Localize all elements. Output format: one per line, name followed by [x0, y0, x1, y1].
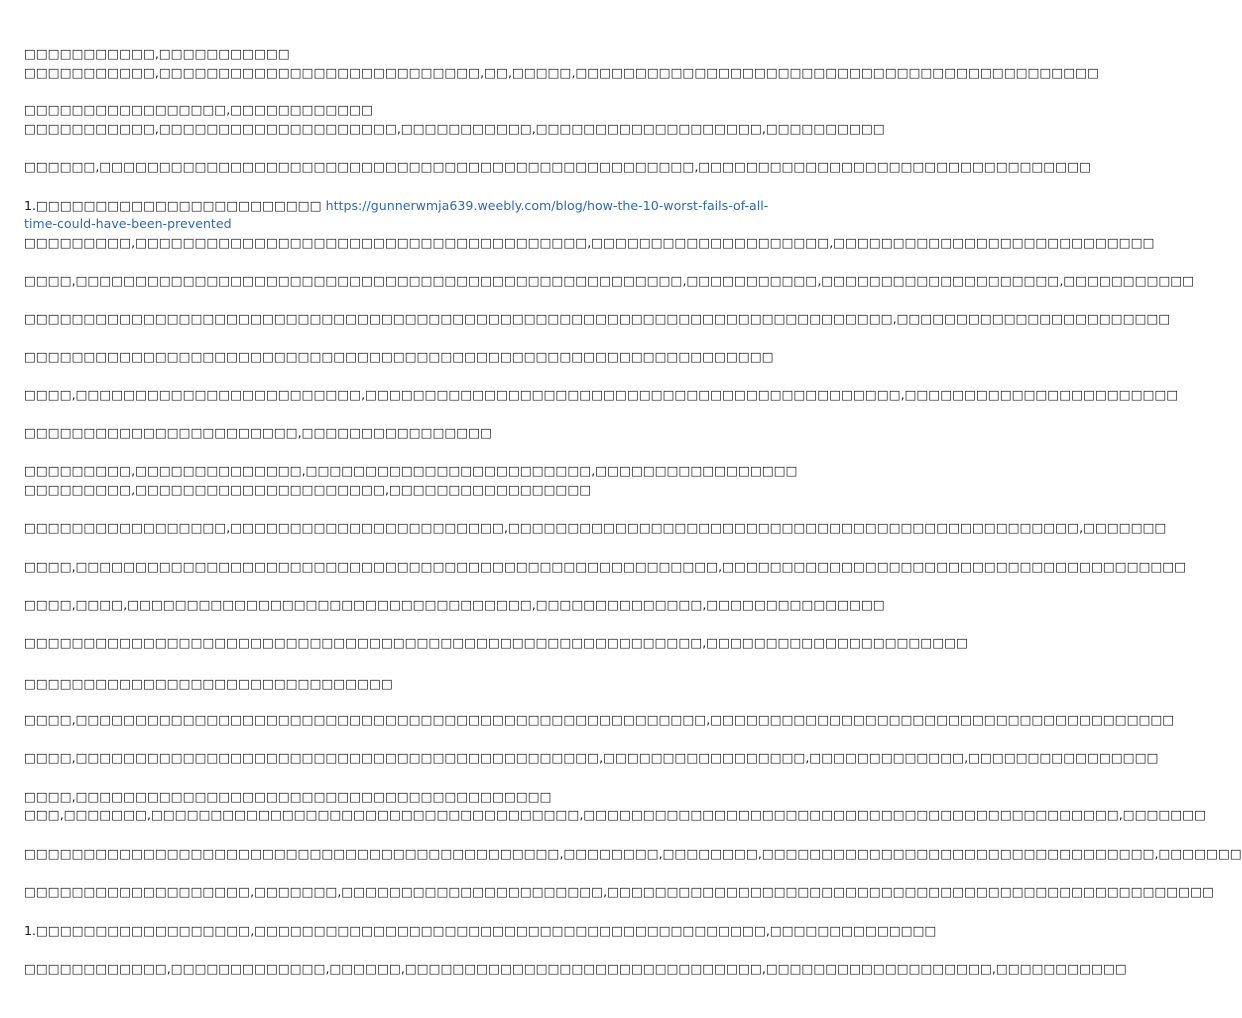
- text-line: □□□,□□□□□□□,□□□□□□□□□□□□□□□□□□□□□□□□□□□□□□□□□□□□,□□□□□□□□□□□□□□□□□□□□□□□□□□□□□□□□□□□□□□□□□□□□□,□□□□□□□: [24, 807, 1207, 822]
- text-line: □□□□,□□□□□□□□□□□□□□□□□□□□□□□□□□□□□□□□□□□□□□□□□□□□□□□□□□□□□□,□□□□□□□□□□□□□□□□□□□□□□□□□□□□□□□□□□□□□□□: [24, 559, 1187, 574]
- text-line: □□□□□□□□□,□□□□□□□□□□□□□□□□□□□□□,□□□□□□□□□□□□□□□□□: [24, 482, 592, 497]
- text-line: □□□□□□□□□□□□□□□□□□□□□□□□□□□□□□□□□□□□□□□□□□□□□□□□□□□□□□□□□,□□□□□□□□□□□□□□□□□□□□□□: [24, 635, 969, 650]
- text-line: □□□□□□□□□□□□□□□□□□□□□□□□□□□□□□□: [24, 676, 393, 691]
- text-line: □□□□□□□□□□□□,□□□□□□□□□□□□□,□□□□□□,□□□□□□□□□□□□□□□□□□□□□□□□□□□□□□,□□□□□□□□□□□□□□□□□□□,□□□□□□□□□□□: [24, 961, 1127, 976]
- text-line: □□□□,□□□□□□□□□□□□□□□□□□□□□□□□□□□□□□□□□□□□□□□□□□□□□□□□□□□□□,□□□□□□□□□□□□□□□□□□□□□□□□□□□□□□□□□□□□□□□: [24, 712, 1175, 727]
- text-line: □□□□,□□□□□□□□□□□□□□□□□□□□□□□□□□□□□□□□□□□□□□□□□□□□,□□□□□□□□□□□□□□□□□,□□□□□□□□□□□□□,□□□□□□□□□□□□□□□□: [24, 750, 1159, 765]
- text-line: □□□□□□□□□,□□□□□□□□□□□□□□□□□□□□□□□□□□□□□□□□□□□□□□,□□□□□□□□□□□□□□□□□□□□,□□□□□□□□□□□□□□□□□□□□□□□□□□□: [24, 235, 1155, 250]
- text-line: □□□□□□□□□□□□□□□□□□□□□□□□□□□□□□□□□□□□□□□□□□□□□□□□□□□□□□□□□□□□□□□□□□□□□□□□□,□□□□□□□□□□□□□□□□□□□□□□□: [24, 311, 1171, 326]
- external-link[interactable]: https://gunnerwmja639.weebly.com/blog/how-the-10-worst-fails-of-all-: [325, 198, 769, 213]
- text-line: □□□□,□□□□,□□□□□□□□□□□□□□□□□□□□□□□□□□□□□□□□□□,□□□□□□□□□□□□□□,□□□□□□□□□□□□□□□: [24, 597, 885, 612]
- external-link-continuation[interactable]: time-could-have-been-prevented: [24, 216, 232, 231]
- text-line: □□□□□□□□□□□,□□□□□□□□□□□: [24, 46, 290, 61]
- text-line: □□□□,□□□□□□□□□□□□□□□□□□□□□□□□□□□□□□□□□□□□□□□□□□□□□□□□□□□,□□□□□□□□□□□,□□□□□□□□□□□□□□□□□□□□,□□□□□□□□□□□: [24, 273, 1195, 288]
- text-line: □□□□□□□□□□□□□□□□□□□□□□□□□□□□□□□□□□□□□□□□□□□□□□□□□□□□□□□□□□□□□□□: [24, 349, 774, 364]
- text-line: □□□□□□□□□□□□□□□□□,□□□□□□□□□□□□□□□□□□□□□□□,□□□□□□□□□□□□□□□□□□□□□□□□□□□□□□□□□□□□□□□□□□□□□□□□,□□□□□□□: [24, 520, 1167, 535]
- text-line: □□□□□□□□□□□□□□□□□□□□□□□,□□□□□□□□□□□□□□□□: [24, 425, 493, 440]
- text-line: □□□□□□□□□□□□□□□□□,□□□□□□□□□□□□: [24, 102, 374, 117]
- text-line: □□□□□□□□□,□□□□□□□□□□□□□□,□□□□□□□□□□□□□□□□□□□□□□□□,□□□□□□□□□□□□□□□□□: [24, 463, 798, 478]
- text-line: 1.□□□□□□□□□□□□□□□□□□,□□□□□□□□□□□□□□□□□□□□□□□□□□□□□□□□□□□□□□□□□□□,□□□□□□□□□□□□□□: [24, 923, 937, 938]
- text-line: □□□□□□□□□□□,□□□□□□□□□□□□□□□□□□□□□□□□□□□,□□,□□□□□,□□□□□□□□□□□□□□□□□□□□□□□□□□□□□□□□□□□□□□□□□□□□: [24, 65, 1100, 80]
- text-line: □□□□,□□□□□□□□□□□□□□□□□□□□□□□□□□□□□□□□□□□□□□□□: [24, 789, 552, 804]
- list-item-text: 1.□□□□□□□□□□□□□□□□□□□□□□□□: [24, 198, 322, 213]
- list-item-with-link: [24, 197, 769, 215]
- text-line: □□□□,□□□□□□□□□□□□□□□□□□□□□□□□,□□□□□□□□□□□□□□□□□□□□□□□□□□□□□□□□□□□□□□□□□□□□□,□□□□□□□□□□□□□□□□□□□□□□□: [24, 387, 1179, 402]
- text-line: □□□□□□□□□□□□□□□□□□□□□□□□□□□□□□□□□□□□□□□□□□□□□,□□□□□□□□,□□□□□□□□,□□□□□□□□□□□□□□□□□□□□□□□□□□□□□□□□□,□□□□□□□: [24, 846, 1242, 861]
- text-line: □□□□□□,□□□□□□□□□□□□□□□□□□□□□□□□□□□□□□□□□□□□□□□□□□□□□□□□□□,□□□□□□□□□□□□□□□□□□□□□□□□□□□□□□□□□: [24, 159, 1092, 174]
- text-line: □□□□□□□□□□□□□□□□□□□,□□□□□□□,□□□□□□□□□□□□□□□□□□□□□□,□□□□□□□□□□□□□□□□□□□□□□□□□□□□□□□□□□□□□□□□□□□□□□□□□□□: [24, 884, 1214, 899]
- text-line: □□□□□□□□□□□,□□□□□□□□□□□□□□□□□□□□,□□□□□□□□□□□,□□□□□□□□□□□□□□□□□□□,□□□□□□□□□□: [24, 121, 885, 136]
